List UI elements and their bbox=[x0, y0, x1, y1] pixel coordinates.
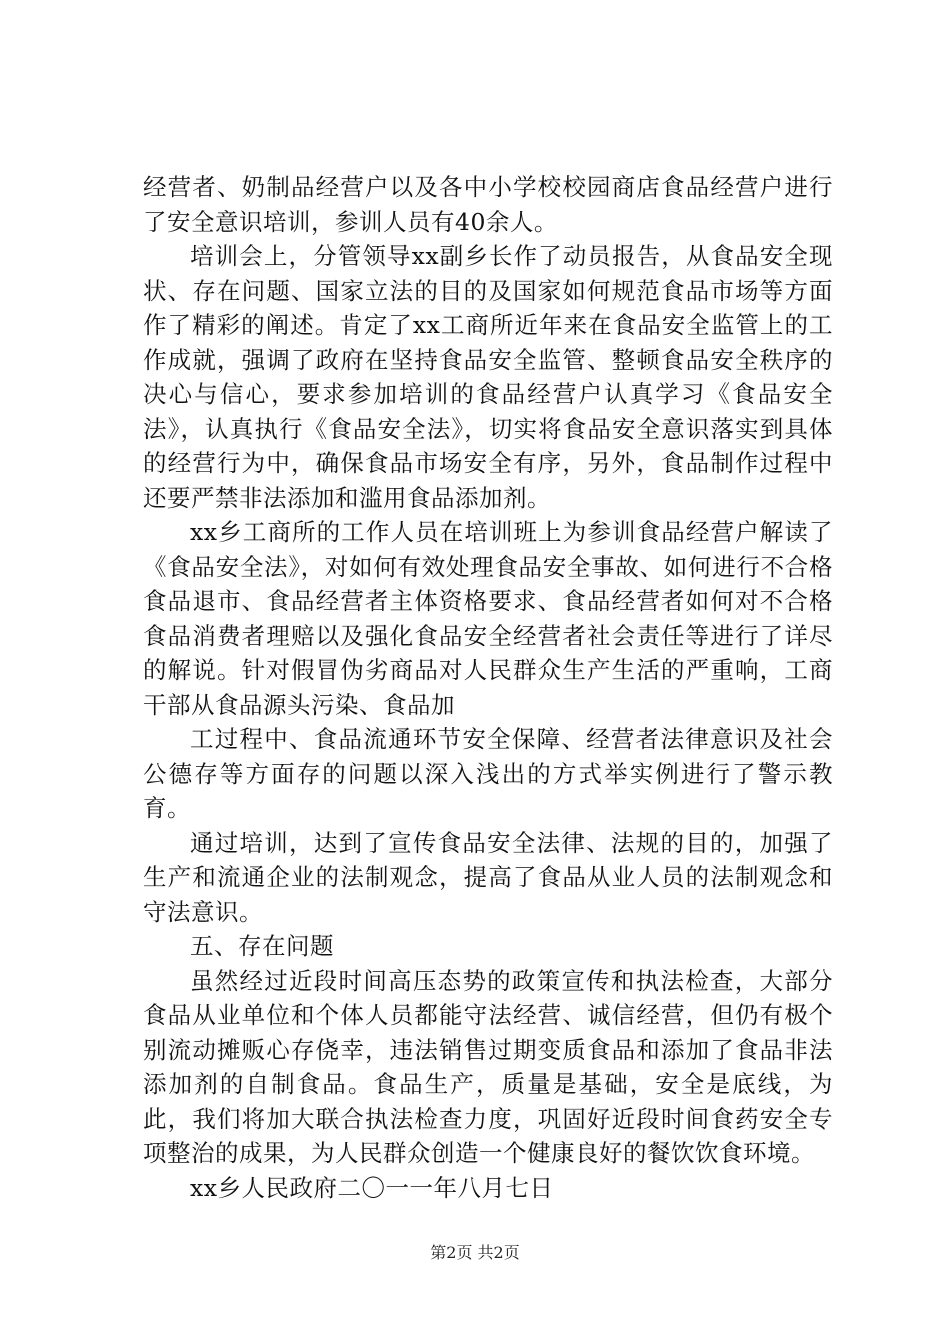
section-heading: 五、存在问题 bbox=[190, 932, 334, 960]
paragraph-5: 通过培训，达到了宣传食品安全法律、法规的目的，加强了生产和流通企业的法制观念，提高了食品从业人员的法制观念和守法意识。 bbox=[143, 828, 833, 926]
paragraph-6: 虽然经过近段时间高压态势的政策宣传和执法检查，大部分食品从业单位和个体人员都能守法经营、诚信经营，但仍有极个别流动摊贩心存侥幸，违法销售过期变质食品和添加了食品非法添加剂的自制食品。食品生产，质量是基础，安全是底线，为此，我们将加大联合执法检查力度，巩固好近段时间食药安全专项整治的成果，为人民群众创造一个健康良好的餐饮饮食环境。 bbox=[143, 966, 833, 1167]
paragraph-1: 经营者、奶制品经营户以及各中小学校校园商店食品经营户进行了安全意识培训，参训人员有40余人。 bbox=[143, 173, 833, 236]
paragraph-3: xx乡工商所的工作人员在培训班上为参训食品经营户解读了《食品安全法》，对如何有效处理食品安全事故、如何进行不合格食品退市、食品经营者主体资格要求、食品经营者如何对不合格食品消费者理赔以及强化食品安全经营者社会责任等进行了详尽的解说。针对假冒伪劣商品对人民群众生产生活的严重响，工商干部从食品源头污染、食品加 bbox=[143, 518, 833, 719]
paragraph-2: 培训会上，分管领导xx副乡长作了动员报告，从食品安全现状、存在问题、国家立法的目的及国家如何规范食品市场等方面作了精彩的阐述。肯定了xx工商所近年来在食品安全监管上的工作成就，强调了政府在坚持食品安全监管、整顿食品安全秩序的决心与信心，要求参加培训的食品经营户认真学习《食品安全法》，认真执行《食品安全法》，切实将食品安全意识落实到具体的经营行为中，确保食品市场安全有序，另外，食品制作过程中还要严禁非法添加和滥用食品添加剂。 bbox=[143, 242, 833, 512]
paragraph-4: 工过程中、食品流通环节安全保障、经营者法律意识及社会公德存等方面存的问题以深入浅出的方式举实例进行了警示教育。 bbox=[143, 725, 833, 822]
document-body bbox=[143, 170, 833, 1205]
signature-date: xx乡人民政府二〇一一年八月七日 bbox=[190, 1173, 554, 1202]
page-footer: 第2页 共2页 bbox=[430, 1243, 520, 1262]
